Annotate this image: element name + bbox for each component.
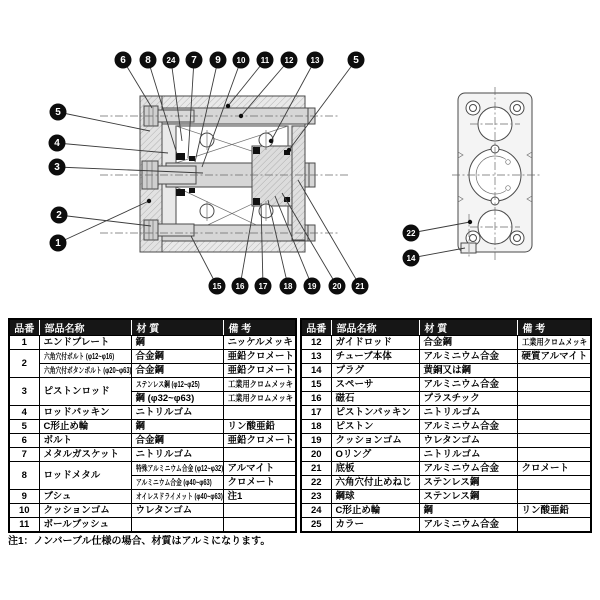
cell: 工業用クロムメッキ xyxy=(223,392,296,406)
column-header: 材 質 xyxy=(419,319,517,336)
cell: アルマイト xyxy=(223,462,296,476)
cell: 19 xyxy=(301,434,331,448)
cell: 20 xyxy=(301,448,331,462)
callout-5 xyxy=(50,104,151,132)
cell: 8 xyxy=(9,462,39,490)
cell: 亜鉛クロメート xyxy=(223,364,296,378)
cell: 4 xyxy=(9,406,39,420)
cell: 亜鉛クロメート xyxy=(223,434,296,448)
table-row xyxy=(9,378,296,392)
cell: 鋼球 xyxy=(331,490,419,504)
column-header: 品番 xyxy=(301,319,331,336)
cell: チューブ本体 xyxy=(331,350,419,364)
header-row xyxy=(9,319,296,336)
cell: 六角穴付ボルト (φ12~φ16) xyxy=(39,350,131,364)
svg-text:21: 21 xyxy=(355,282,365,292)
cell: 合金鋼 xyxy=(131,350,223,364)
table-row xyxy=(301,476,591,490)
cell: 鋼 xyxy=(131,420,223,434)
header-row xyxy=(301,319,591,336)
cell: 特殊アルミニウム合金 (φ12~φ32) xyxy=(131,462,223,476)
cell xyxy=(223,406,296,420)
cell: リン酸亜鉛 xyxy=(517,504,591,518)
cell: ボールブッシュ xyxy=(39,518,131,533)
cell: ニトリルゴム xyxy=(419,448,517,462)
cell: ピストンパッキン xyxy=(331,406,419,420)
cell: ボルト xyxy=(39,434,131,448)
svg-text:16: 16 xyxy=(235,282,245,292)
parts-table-left xyxy=(8,318,297,533)
svg-text:18: 18 xyxy=(283,282,293,292)
cell: 18 xyxy=(301,420,331,434)
svg-text:24: 24 xyxy=(166,56,176,66)
table-row xyxy=(301,378,591,392)
svg-text:5: 5 xyxy=(55,107,61,119)
cell: アルミニウム合金 xyxy=(419,378,517,392)
cell: 10 xyxy=(9,504,39,518)
cell: 工業用クロムメッキ xyxy=(517,336,591,350)
cell: 17 xyxy=(301,406,331,420)
svg-text:11: 11 xyxy=(260,56,270,66)
cell: アルミニウム合金 xyxy=(419,462,517,476)
cell: 六角穴付止めねじ xyxy=(331,476,419,490)
cell: 6 xyxy=(9,434,39,448)
cell: 5 xyxy=(9,420,39,434)
cell: オイレスドライメット (φ40~φ63) xyxy=(131,490,223,504)
cell xyxy=(131,518,223,533)
cell: 25 xyxy=(301,518,331,533)
table-row xyxy=(301,420,591,434)
table-row xyxy=(301,490,591,504)
column-header: 備 考 xyxy=(517,319,591,336)
cell xyxy=(517,392,591,406)
svg-text:4: 4 xyxy=(54,138,60,150)
table-row xyxy=(9,406,296,420)
cell: カラー xyxy=(331,518,419,533)
footnote: 注1：ノンバーブル仕様の場合、材質はアルミになります。 xyxy=(8,536,271,547)
table-row xyxy=(301,504,591,518)
cell: ステンレス鋼 xyxy=(419,476,517,490)
cell: ニッケルメッキ xyxy=(223,336,296,350)
cell: ウレタンゴム xyxy=(131,504,223,518)
cell: C形止め輪 xyxy=(39,420,131,434)
table-row xyxy=(9,350,296,364)
cell: ニトリルゴム xyxy=(131,448,223,462)
cell: ニトリルゴム xyxy=(419,406,517,420)
cell: ニトリルゴム xyxy=(131,406,223,420)
table-row xyxy=(9,434,296,448)
cell: ウレタンゴム xyxy=(419,434,517,448)
svg-text:20: 20 xyxy=(332,282,342,292)
table-row xyxy=(301,336,591,350)
cell: 14 xyxy=(301,364,331,378)
column-header: 部品名称 xyxy=(39,319,131,336)
callout-1 xyxy=(50,199,152,252)
svg-text:15: 15 xyxy=(212,282,222,292)
cell: 磁石 xyxy=(331,392,419,406)
cell: 鋼 (φ32~φ63) xyxy=(131,392,223,406)
table-row xyxy=(9,518,296,533)
cell: ブシュ xyxy=(39,490,131,504)
cell: 13 xyxy=(301,350,331,364)
cell: 鋼 xyxy=(131,336,223,350)
cell: 15 xyxy=(301,378,331,392)
cell: ロッドメタル xyxy=(39,462,131,490)
cell xyxy=(517,364,591,378)
svg-text:19: 19 xyxy=(307,282,317,292)
cell: 21 xyxy=(301,462,331,476)
cell: 7 xyxy=(9,448,39,462)
cell: 23 xyxy=(301,490,331,504)
column-header: 品番 xyxy=(9,319,39,336)
column-header: 備 考 xyxy=(223,319,296,336)
cell: ピストンロッド xyxy=(39,378,131,406)
cell: 黄銅又は鋼 xyxy=(419,364,517,378)
cell xyxy=(517,406,591,420)
cell xyxy=(517,518,591,533)
table-row xyxy=(301,406,591,420)
cell: アルミニウム合金 xyxy=(419,350,517,364)
cell: C形止め輪 xyxy=(331,504,419,518)
svg-text:9: 9 xyxy=(215,55,221,67)
cell xyxy=(517,434,591,448)
cell: 亜鉛クロメート xyxy=(223,350,296,364)
cell: 工業用クロムメッキ xyxy=(223,378,296,392)
cell xyxy=(517,476,591,490)
cell: 11 xyxy=(9,518,39,533)
cell xyxy=(517,420,591,434)
cell: クロメート xyxy=(517,462,591,476)
cell: クッションゴム xyxy=(39,504,131,518)
cell: 注1 xyxy=(223,490,296,504)
cell xyxy=(223,504,296,518)
table-row xyxy=(9,490,296,504)
table-row xyxy=(9,448,296,462)
cell: ロッドパッキン xyxy=(39,406,131,420)
end-view xyxy=(452,87,540,262)
table-row xyxy=(301,448,591,462)
cell: スペーサ xyxy=(331,378,419,392)
cell: 22 xyxy=(301,476,331,490)
cell: 1 xyxy=(9,336,39,350)
table-row xyxy=(9,336,296,350)
svg-text:1: 1 xyxy=(55,238,61,250)
cell: 24 xyxy=(301,504,331,518)
cell: クッションゴム xyxy=(331,434,419,448)
cell: ピストン xyxy=(331,420,419,434)
cell: 合金鋼 xyxy=(131,434,223,448)
cell: アルミニウム合金 xyxy=(419,518,517,533)
cell: 2 xyxy=(9,350,39,378)
cell: 12 xyxy=(301,336,331,350)
cell: 16 xyxy=(301,392,331,406)
main-section-view xyxy=(100,96,348,252)
table-row xyxy=(301,392,591,406)
cell: リン酸亜鉛 xyxy=(223,420,296,434)
cell xyxy=(517,448,591,462)
svg-text:13: 13 xyxy=(310,56,320,66)
cell: プラスチック xyxy=(419,392,517,406)
svg-text:7: 7 xyxy=(191,55,197,67)
svg-text:22: 22 xyxy=(406,229,416,239)
cell: メタルガスケット xyxy=(39,448,131,462)
cell: 鋼 xyxy=(419,504,517,518)
svg-text:6: 6 xyxy=(120,55,126,67)
cell xyxy=(517,490,591,504)
cell: 硬質アルマイト xyxy=(517,350,591,364)
table-row xyxy=(301,462,591,476)
cell: 底板 xyxy=(331,462,419,476)
cell: アルミニウム合金 xyxy=(419,420,517,434)
cell: エンドプレート xyxy=(39,336,131,350)
cell: プラグ xyxy=(331,364,419,378)
cell: ステンレス鋼 xyxy=(419,490,517,504)
column-header: 材 質 xyxy=(131,319,223,336)
svg-text:8: 8 xyxy=(145,55,151,67)
table-row xyxy=(9,364,296,378)
cell: 六角穴付ボタンボルト (φ20~φ63) xyxy=(39,364,131,378)
cell xyxy=(223,518,296,533)
svg-text:2: 2 xyxy=(56,210,62,222)
cell: 合金鋼 xyxy=(131,364,223,378)
parts-table-right xyxy=(300,318,592,533)
svg-text:3: 3 xyxy=(54,162,60,174)
cell: Oリング xyxy=(331,448,419,462)
svg-text:10: 10 xyxy=(236,56,246,66)
table-row xyxy=(301,364,591,378)
svg-text:14: 14 xyxy=(406,254,416,264)
table-row xyxy=(9,504,296,518)
cell: アルミニウム合金 (φ40~φ63) xyxy=(131,476,223,490)
table-row xyxy=(9,462,296,476)
column-header: 部品名称 xyxy=(331,319,419,336)
cell: 合金鋼 xyxy=(419,336,517,350)
callout-14 xyxy=(403,248,466,267)
cell: ステンレス鋼 (φ12~φ25) xyxy=(131,378,223,392)
cell: 9 xyxy=(9,490,39,504)
cell: 3 xyxy=(9,378,39,406)
svg-text:12: 12 xyxy=(284,56,294,66)
cell: ガイドロッド xyxy=(331,336,419,350)
table-row xyxy=(301,518,591,533)
table-row xyxy=(9,420,296,434)
svg-text:17: 17 xyxy=(258,282,268,292)
svg-text:5: 5 xyxy=(353,55,359,67)
table-row xyxy=(301,350,591,364)
table-row xyxy=(301,434,591,448)
cell: クロメート xyxy=(223,476,296,490)
cell xyxy=(223,448,296,462)
cell xyxy=(517,378,591,392)
